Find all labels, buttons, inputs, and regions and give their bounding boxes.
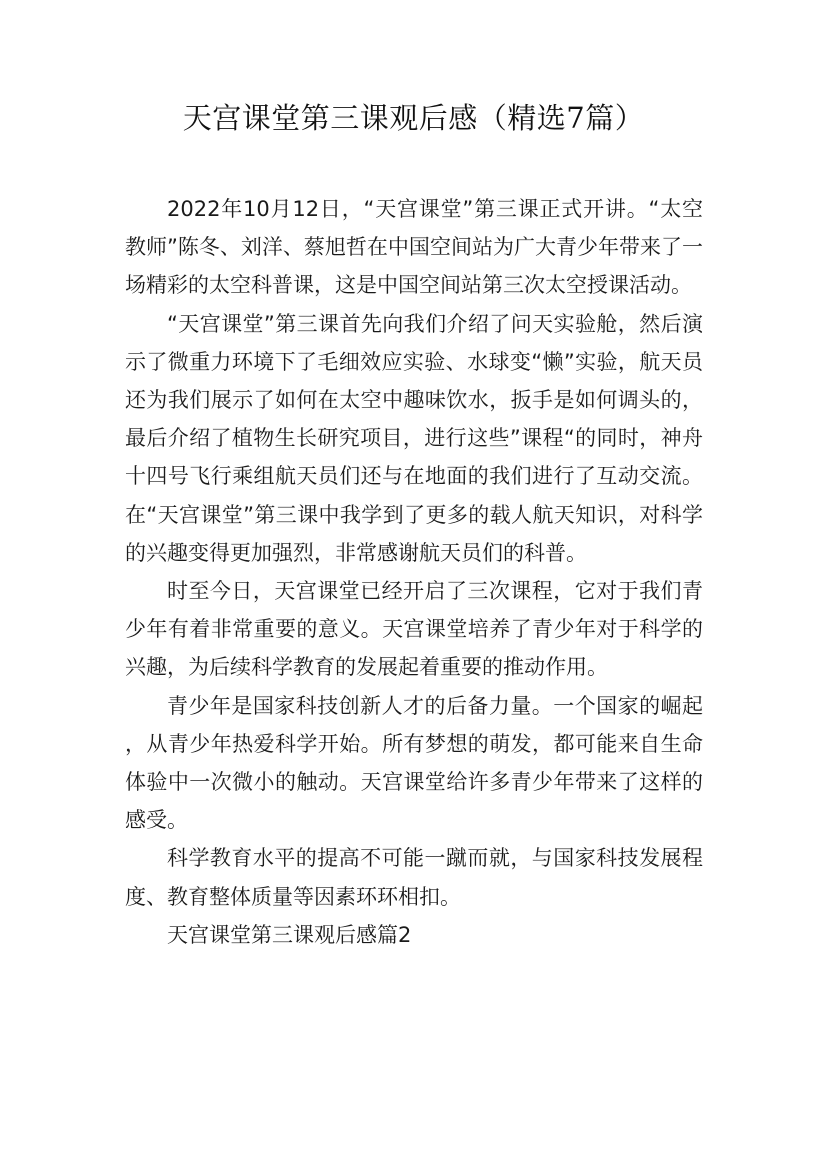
document-title: 天宫课堂第三课观后感（精选7篇） <box>182 101 645 135</box>
paragraph-1: 2022年10月12日，“天宫课堂”第三课正式开讲。“太空教师”陈冬、刘洋、蔡旭哲在中国空间站为广大青少年带来了一场精彩的太空科普课，这是中国空间站第三次太空授课活动。 <box>125 197 703 298</box>
paragraph-2: “天宫课堂”第三课首先向我们介绍了问天实验舱，然后演示了微重力环境下了毛细效应实验、水球变“懒”实验，航天员还为我们展示了如何在太空中趣味饮水，扳手是如何调头的，最后介绍了植物生长研究项目，进行这些”课程“的同时，神舟十四号飞行乘组航天员们还与在地面的我们进行了互动交流。在“天宫课堂”第三课中我学到了更多的载人航天知识，对科学的兴趣变得更加强烈，非常感谢航天员们的科普。 <box>125 311 703 565</box>
document-body <box>125 190 703 954</box>
paragraph-3: 时至今日，天宫课堂已经开启了三次课程，它对于我们青少年有着非常重要的意义。天宫课堂培养了青少年对于科学的兴趣，为后续科学教育的发展起着重要的推动作用。 <box>125 579 703 680</box>
paragraph-4: 青少年是国家科技创新人才的后备力量。一个国家的崛起，从青少年热爱科学开始。所有梦想的萌发，都可能来自生命体验中一次微小的触动。天宫课堂给许多青少年带来了这样的感受。 <box>125 693 703 833</box>
section-heading-part-2: 天宫课堂第三课观后感篇2 <box>167 922 412 947</box>
paragraph-5: 科学教育水平的提高不可能一蹴而就，与国家科技发展程度、教育整体质量等因素环环相扣。 <box>125 846 703 909</box>
